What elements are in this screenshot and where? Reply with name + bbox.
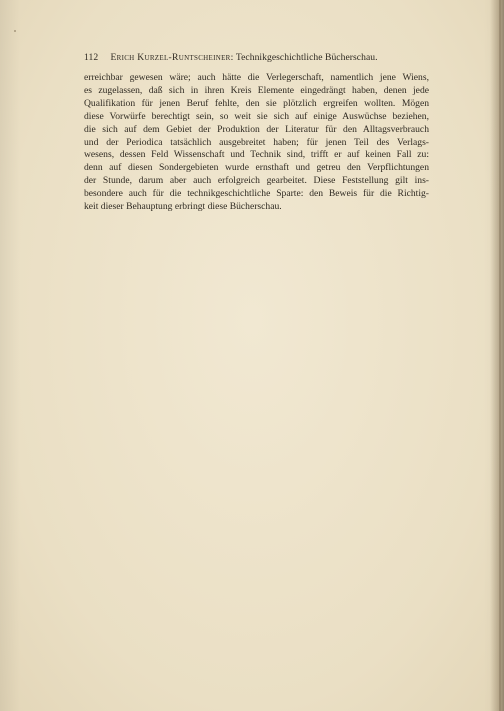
header-author: Erich Kurzel-Runtscheiner:: [110, 52, 234, 63]
text-line: besondere auch für die technikgeschichtliche Sparte: den Beweis für die Richtig-: [84, 188, 429, 200]
text-line: es zugelassen, daß sich in ihren Kreis Elemente eingedrängt haben, denen jede: [84, 84, 429, 96]
page-edge-shadow: [490, 0, 504, 711]
text-line: keit dieser Behauptung erbringt diese Bücherschau.: [84, 201, 282, 213]
page-edge-line: [499, 0, 501, 711]
text-line: diese Vorwürfe berechtigt sein, so weit sie sich auf einige Auswüchse beziehen,: [84, 110, 429, 122]
text-line: und der Periodica tatsächlich ausgebreitet haben; für jenen Teil des Verlags-: [84, 136, 429, 148]
page-number: 112: [84, 52, 99, 63]
running-header: [84, 52, 429, 63]
text-line: wesens, dessen Feld Wissenschaft und Technik sind, trifft er auf keinen Fall zu:: [84, 149, 429, 161]
body-paragraph: [84, 72, 429, 214]
text-line: die sich auf dem Gebiet der Produktion der Literatur für den Alltagsverbrauch: [84, 123, 429, 135]
paper-speck: [14, 30, 16, 32]
header-title: Technikgeschichtliche Bücherschau.: [235, 52, 378, 63]
text-line: denn auf diesen Sondergebieten wurde ernsthaft und getreu den Verpflichtungen: [84, 162, 429, 174]
text-line: Qualifikation für jenen Beruf fehlte, den sie plötzlich ergreifen wollten. Mögen: [84, 97, 429, 109]
text-line: der Stunde, darum aber auch erfolgreich gearbeitet. Diese Feststellung gilt ins-: [84, 175, 429, 187]
text-line: erreichbar gewesen wäre; auch hätte die Verlegerschaft, namentlich jene Wiens,: [84, 72, 429, 83]
